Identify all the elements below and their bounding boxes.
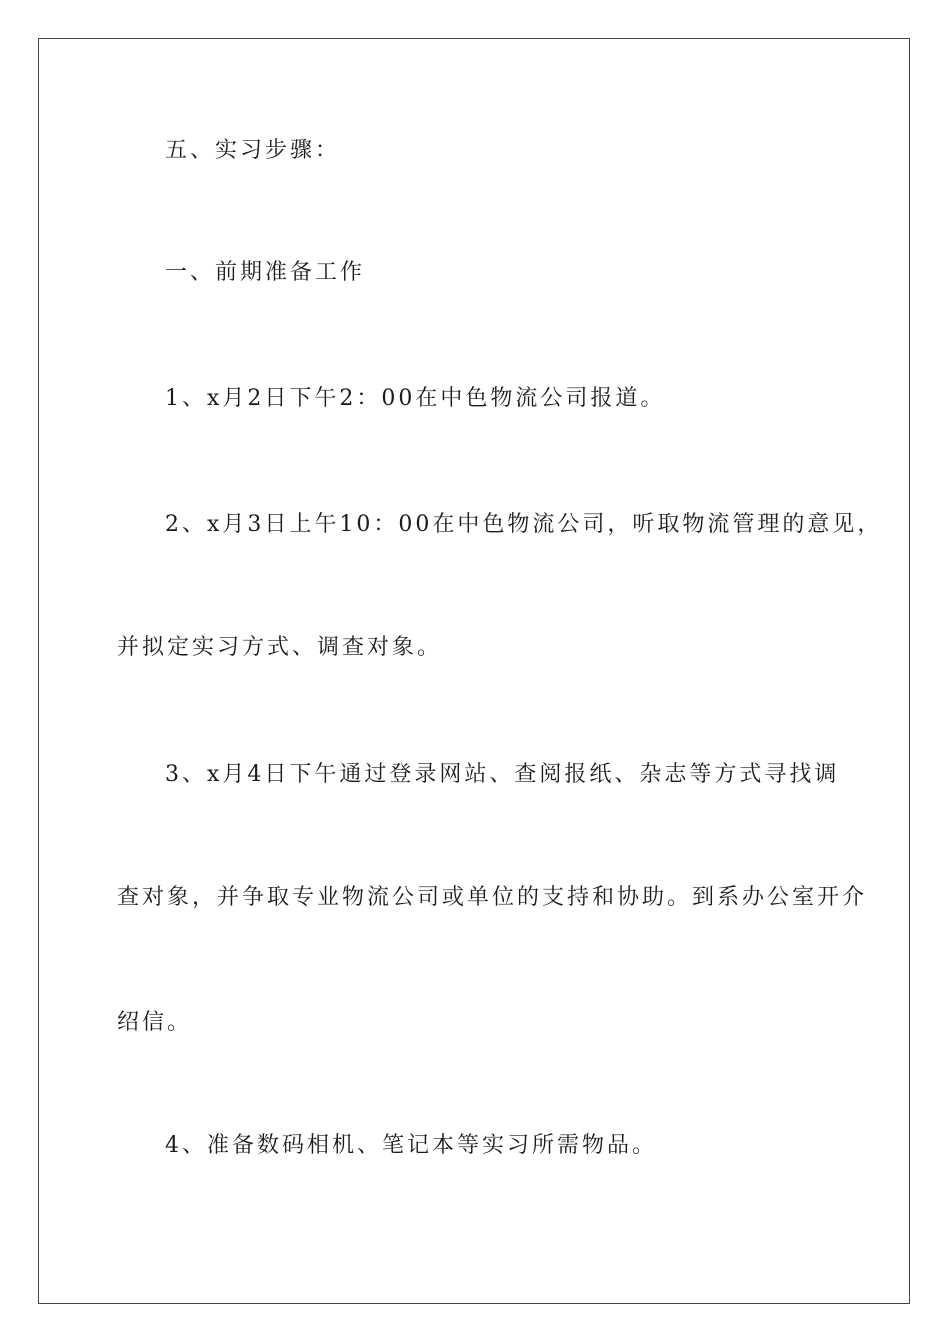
step-3-text: 3、x月4日下午通过登录网站、查阅报纸、杂志等方式寻找调 [165,762,840,787]
step-1-text: 1、x月2日下午2：00在中色物流公司报道。 [165,386,666,411]
step-3-continuation-end: 绍信。 [117,1010,193,1035]
step-2-text: 2、x月3日上午10：00在中色物流公司，听取物流管理的意见， [165,512,883,537]
step-2-continuation: 并拟定实习方式、调查对象。 [117,635,443,660]
section-heading: 五、实习步骤： [165,138,341,163]
step-3-continuation: 查对象，并争取专业物流公司或单位的支持和协助。到系办公室开介 [117,885,868,910]
page-border [38,38,910,1304]
step-4-text: 4、准备数码相机、笔记本等实习所需物品。 [165,1133,657,1158]
subsection-heading: 一、前期准备工作 [165,260,366,285]
